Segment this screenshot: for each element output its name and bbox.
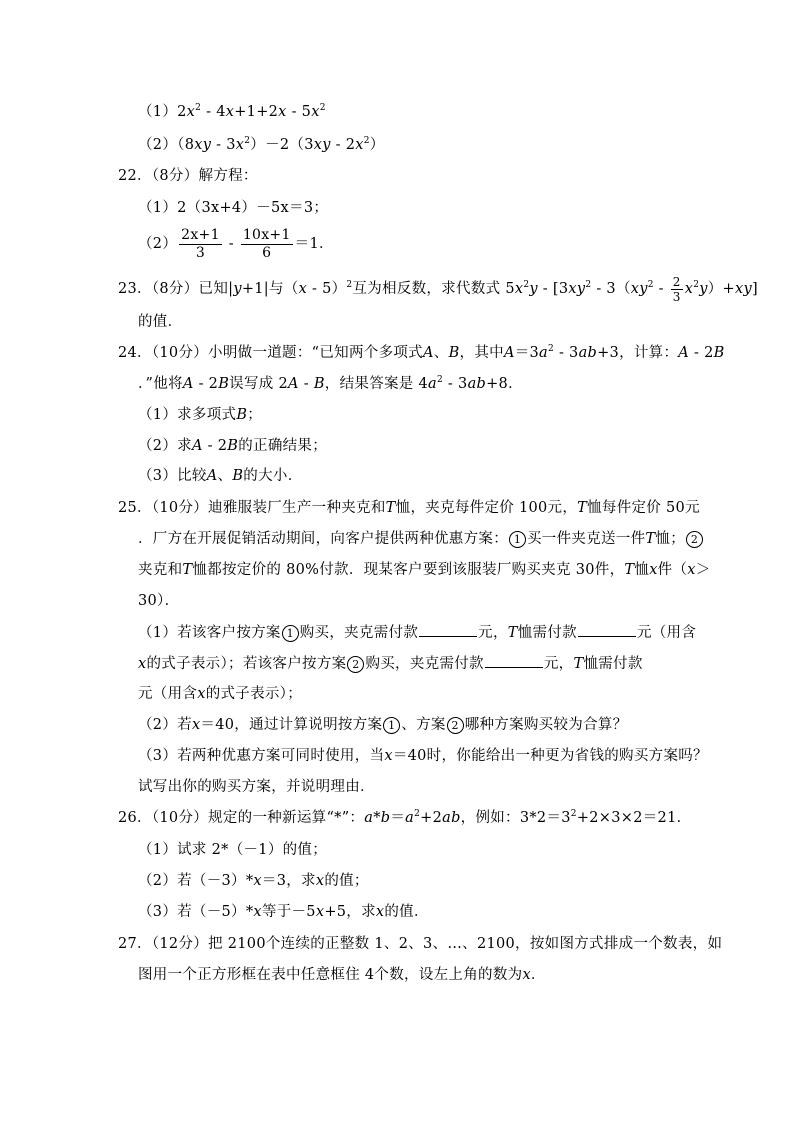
q25-part1-line3: 元（用含x的式子表示）；	[138, 686, 303, 702]
q23-line1: 23．（8分）已知|y+1|与（x - 5）$^2$互为相反数，求代数式 $5x^2y - [3xy^2 - 3(xy^2$ - $\frac{2}{3}$ $x^2y)+xy$]	[118, 274, 758, 304]
q25-part1-line2: x的式子表示）；若该客户按方案 2 购买，夹克需付款 元，T恤需付款	[138, 653, 643, 674]
circled-number-2: 2	[686, 531, 703, 548]
answer-blank[interactable]	[578, 622, 636, 637]
circled-number-1: 1	[509, 531, 526, 548]
q24-part3: （3）比较A、B的大小．	[138, 468, 303, 484]
answer-blank[interactable]	[419, 622, 477, 637]
fraction: $\frac{10x+1}{6}$	[242, 226, 291, 261]
q25-line3: 夹克和T恤都按定价的 80%付款．现某客户要到该服装厂购买夹克 30件，T恤x件（x＞	[138, 562, 711, 578]
q27-line2: 图用一个正方形框在表中任意框住 4个数，设左上角的数为x．	[138, 967, 546, 983]
q22-part2: （2） $\frac{2x+1}{3}$ - $\frac{10x+1}{6}$ ＝1．	[138, 226, 334, 261]
q26-part3: （3）若（－5）*x等于－5x+5，求x的值．	[138, 904, 429, 920]
q24-part1: （1）求多项式B；	[138, 407, 263, 423]
fraction: $\frac{2x+1}{3}$	[181, 226, 220, 261]
circled-number-1: 1	[383, 717, 400, 734]
q26-part1: （1）试求 2*（－1）的值；	[138, 842, 328, 858]
circled-number-1: 1	[282, 625, 299, 642]
q21-part2: $(2)(8xy - 3x^2)-2(3xy - 2x^2)$	[138, 136, 385, 153]
q26-line1: 26．（10分）规定的一种新运算“*”：$a*b=a^2+2ab$，例如：$3*2=3^2+2\times 3\times 2=21$．	[118, 809, 692, 826]
q25-line1: 25．（10分）迪雅服装厂生产一种夹克和T恤，夹克每件定价 100元，T恤每件定价 50元	[118, 500, 700, 516]
circled-number-2: 2	[347, 656, 364, 673]
q25-part1-line1: （1）若该客户按方案 1 购买，夹克需付款 元，T恤需付款 元（用含	[138, 622, 696, 643]
q25-line4: 30）．	[138, 593, 180, 609]
q27-line1: 27．（12分）把 2100个连续的正整数 1、2、3、…、2100，按如图方式排成一个数表，如	[118, 936, 723, 952]
q24-line2: ．”他将A - 2B误写成 2A - B，结果答案是 $4a^2 - 3ab+8$．	[138, 375, 523, 392]
q22-title: 22．（8分）解方程：	[118, 168, 258, 184]
q23-line2: 的值．	[138, 314, 183, 330]
fraction: $\frac{2}{3}$	[672, 274, 681, 304]
q24-line1: 24．（10分）小明做一道题：“已知两个多项式A、B，其中$A=3a^2 - 3ab+3$，计算：A - 2B	[118, 344, 725, 361]
q21-part1: $(1)2x^2 - 4x+1+2x - 5x^2$	[138, 103, 326, 120]
q26-part2: （2）若（－3）*x＝3，求x的值；	[138, 873, 369, 889]
q25-part3-line1: （3）若两种优惠方案可同时使用，当x＝40时，你能给出一种更为省钱的购买方案吗？	[138, 748, 708, 764]
q24-part2: （2）求A - 2B的正确结果；	[138, 438, 328, 454]
q25-part2: （2）若x＝40，通过计算说明按方案 1 、方案 2 哪种方案购买较为合算？	[138, 717, 628, 733]
q25-line2: ．厂方在开展促销活动期间，向客户提供两种优惠方案： 1 买一件夹克送一件T恤； 2	[138, 529, 704, 549]
q25-part3-line2: 试写出你的购买方案，并说明理由．	[138, 779, 375, 795]
answer-blank[interactable]	[485, 653, 543, 668]
q22-part1: （1）2（3x+4）－5x＝3；	[138, 200, 329, 216]
circled-number-2: 2	[447, 717, 464, 734]
